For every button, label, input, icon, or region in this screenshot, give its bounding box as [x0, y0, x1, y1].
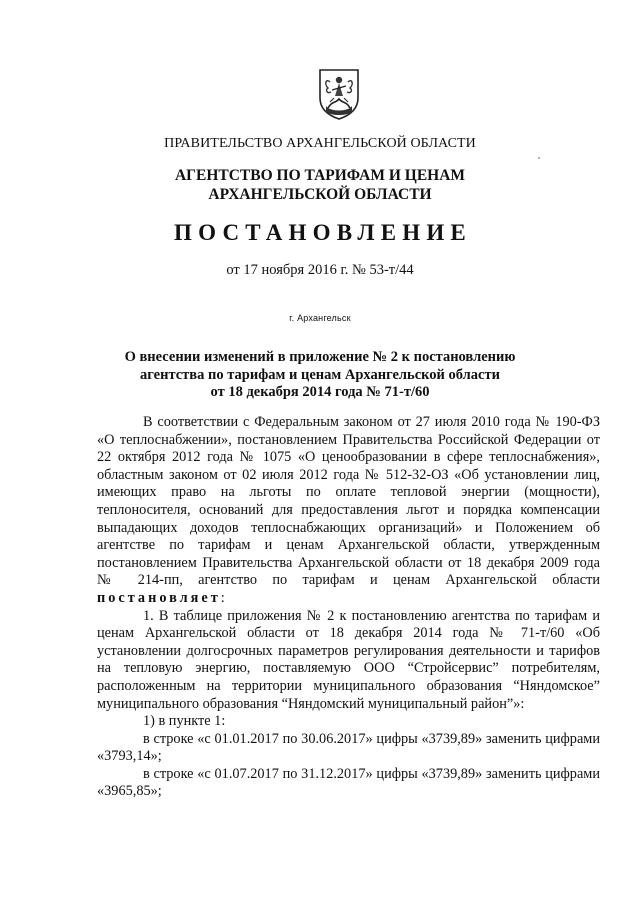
coat-of-arms-emblem	[318, 68, 360, 120]
agency-name-line1: АГЕНТСТВО ПО ТАРИФАМ И ЦЕНАМ	[174, 167, 466, 184]
row-change-1-paragraph: в строке «с 01.01.2017 по 30.06.2017» цифры «3739,89» заменить цифрами «3793,14»;	[97, 730, 600, 765]
scan-speck	[538, 157, 540, 159]
document-type-title: ПОСТАНОВЛЕНИЕ	[174, 220, 472, 245]
item-1-paragraph: 1. В таблице приложения № 2 к постановлению агентства по тарифам и ценам Архангельской области от 18 декабря 2014 года № 71-т/60 «Об установлении долгосрочных параметров регулирования деятельности и тарифов на тепловую энергию, поставляемую ООО “Стройсервис” потребителям, расположенным на территории муниципального образования “Няндомское” муниципального образования “Няндомский муниципальный район”»:	[97, 607, 600, 712]
agency-name-line2: АРХАНГЕЛЬСКОЙ ОБЛАСТИ	[208, 186, 432, 203]
decree-word: постановляет	[97, 589, 221, 606]
government-name: ПРАВИТЕЛЬСТВО АРХАНГЕЛЬСКОЙ ОБЛАСТИ	[164, 136, 476, 151]
preamble-text: В соответствии с Федеральным законом от 27 июля 2010 года № 190-ФЗ «О теплоснабжении», постановлением Правительства Российской Федерации от 22 октября 2012 года № 1075 «О ценообразовании в сфере теплоснабжения», областным законом от 02 июля 2012 года № 512-32-ОЗ «Об установлении лиц, имеющих право на льготы по оплате тепловой энергии (мощности), теплоносителя, оснований для предоставления льгот и порядка компенсации выпадающих доходов теплоснабжающих организаций» и Положением об агентстве по тарифам и ценам Архангельской области, утвержденным постановлением Правительства Архангельской области от 18 декабря 2009 года № 214-пп, агентство по тарифам и ценам Архангельской области	[97, 414, 600, 589]
subject-line3: от 18 декабря 2014 года № 71-т/60	[210, 384, 430, 400]
subitem-1-paragraph: 1) в пункте 1:	[143, 713, 226, 730]
preamble-paragraph	[97, 414, 600, 608]
decree-colon: :	[220, 589, 225, 606]
date-and-number: от 17 ноября 2016 г. № 53-т/44	[226, 262, 414, 278]
document-body	[97, 414, 600, 801]
subject-line2: агентства по тарифам и ценам Архангельской области	[140, 366, 500, 383]
subject-line1: О внесении изменений в приложение № 2 к постановлению	[124, 349, 516, 365]
row-change-2-paragraph: в строке «с 01.07.2017 по 31.12.2017» цифры «3739,89» заменить цифрами «3965,85»;	[97, 765, 600, 800]
document-subject	[0, 349, 640, 402]
city-of-issue: г. Архангельск	[289, 313, 351, 323]
agency-name	[0, 166, 640, 204]
